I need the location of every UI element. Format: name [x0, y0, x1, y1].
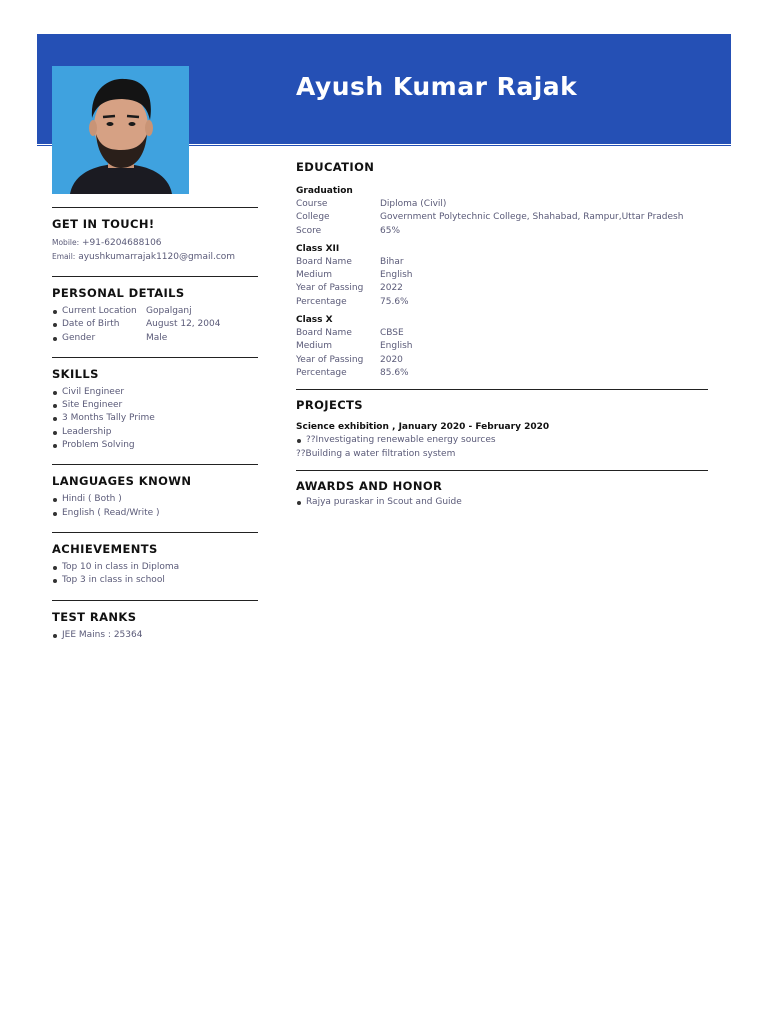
personal-value: Male	[146, 332, 168, 343]
contact-title: GET IN TOUCH!	[52, 217, 155, 231]
education-key: Medium	[296, 341, 332, 352]
project-bullet: ??Investigating renewable energy sources	[296, 434, 708, 447]
education-value: 65%	[380, 225, 401, 236]
section-divider	[296, 389, 708, 390]
education-key: Percentage	[296, 296, 347, 307]
personal-key: Gender	[62, 332, 96, 343]
awards-section	[296, 479, 708, 509]
education-section	[296, 160, 708, 380]
education-value: Bihar	[380, 256, 404, 267]
personal-key: Current Location	[62, 306, 137, 316]
education-row	[296, 282, 708, 295]
profile-photo	[52, 66, 189, 194]
mobile-value[interactable]: +91-6204688106	[82, 238, 162, 248]
education-row	[296, 327, 708, 340]
award-item: Rajya puraskar in Scout and Guide	[296, 496, 708, 509]
education-row	[296, 269, 708, 282]
email-line	[52, 250, 258, 264]
education-heading-graduation: Graduation	[296, 186, 353, 196]
achievements-section	[52, 532, 258, 588]
education-key: Course	[296, 199, 328, 209]
education-heading-class-xii: Class XII	[296, 243, 340, 254]
education-value: Government Polytechnic College, Shahabad, Rampur,Uttar Pradesh	[380, 212, 684, 223]
education-value: 2022	[380, 283, 403, 294]
skill-item: 3 Months Tally Prime	[52, 412, 258, 425]
achievements-title: ACHIEVEMENTS	[52, 541, 158, 556]
education-key: Medium	[296, 270, 332, 281]
personal-item-gender	[52, 332, 258, 345]
personal-value: August 12, 2004	[146, 319, 221, 330]
education-heading-class-x: Class X	[296, 315, 333, 326]
education-value: Diploma (Civil)	[380, 199, 447, 209]
skill-item: Problem Solving	[52, 439, 258, 452]
education-key: Board Name	[296, 256, 352, 267]
language-item: English ( Read/Write )	[52, 507, 258, 520]
achievement-item: Top 10 in class in Diploma	[52, 561, 258, 574]
education-row	[296, 225, 708, 238]
education-row	[296, 340, 708, 353]
education-row	[296, 211, 708, 224]
skill-item: Leadership	[52, 426, 258, 439]
contact-section	[52, 207, 258, 264]
personal-details-title: PERSONAL DETAILS	[52, 286, 185, 300]
left-column	[52, 207, 258, 654]
mobile-label: Mobile:	[52, 238, 80, 247]
education-row	[296, 256, 708, 269]
skill-item: Civil Engineer	[52, 386, 258, 399]
skills-section	[52, 357, 258, 452]
education-value: English	[380, 270, 413, 281]
language-item: Hindi ( Both )	[52, 493, 258, 506]
skills-title: SKILLS	[52, 366, 99, 381]
personal-details-section	[52, 276, 258, 345]
project-title: Science exhibition , January 2020 - February 2020	[296, 422, 550, 433]
education-key: Score	[296, 225, 322, 236]
project-line: ??Building a water filtration system	[296, 448, 456, 459]
education-key: Year of Passing	[296, 283, 364, 294]
education-key: Board Name	[296, 328, 352, 339]
person-photo-icon	[52, 66, 189, 194]
languages-section	[52, 464, 258, 520]
education-row	[296, 367, 708, 380]
candidate-name: Ayush Kumar Rajak	[296, 72, 578, 101]
languages-title: LANGUAGES KNOWN	[52, 474, 192, 489]
projects-title: PROJECTS	[296, 398, 363, 413]
personal-key: Date of Birth	[62, 319, 120, 330]
education-key: College	[296, 212, 330, 223]
section-divider	[296, 470, 708, 471]
email-value[interactable]: ayushkumarrajak1120@gmail.com	[78, 252, 236, 262]
skill-item: Site Engineer	[52, 399, 258, 412]
projects-section	[296, 398, 708, 461]
education-value: 85.6%	[380, 367, 409, 378]
personal-item-dob	[52, 318, 258, 331]
education-row	[296, 198, 708, 211]
personal-value: Gopalganj	[146, 306, 192, 316]
education-title: EDUCATION	[296, 160, 375, 174]
education-value: CBSE	[380, 328, 404, 339]
test-rank-item: JEE Mains : 25364	[52, 629, 258, 642]
education-value: 2020	[380, 354, 403, 365]
education-row	[296, 354, 708, 367]
education-key: Year of Passing	[296, 354, 364, 365]
test-ranks-title: TEST RANKS	[52, 609, 137, 624]
email-label: Email:	[52, 252, 76, 261]
education-value: 75.6%	[380, 296, 409, 307]
test-ranks-section	[52, 600, 258, 642]
right-column	[296, 160, 708, 509]
personal-item-location	[52, 305, 258, 318]
awards-title: AWARDS AND HONOR	[296, 478, 443, 493]
education-value: English	[380, 341, 413, 352]
mobile-line	[52, 236, 258, 250]
education-row	[296, 296, 708, 309]
education-key: Percentage	[296, 367, 347, 378]
achievement-item: Top 3 in class in school	[52, 574, 258, 587]
